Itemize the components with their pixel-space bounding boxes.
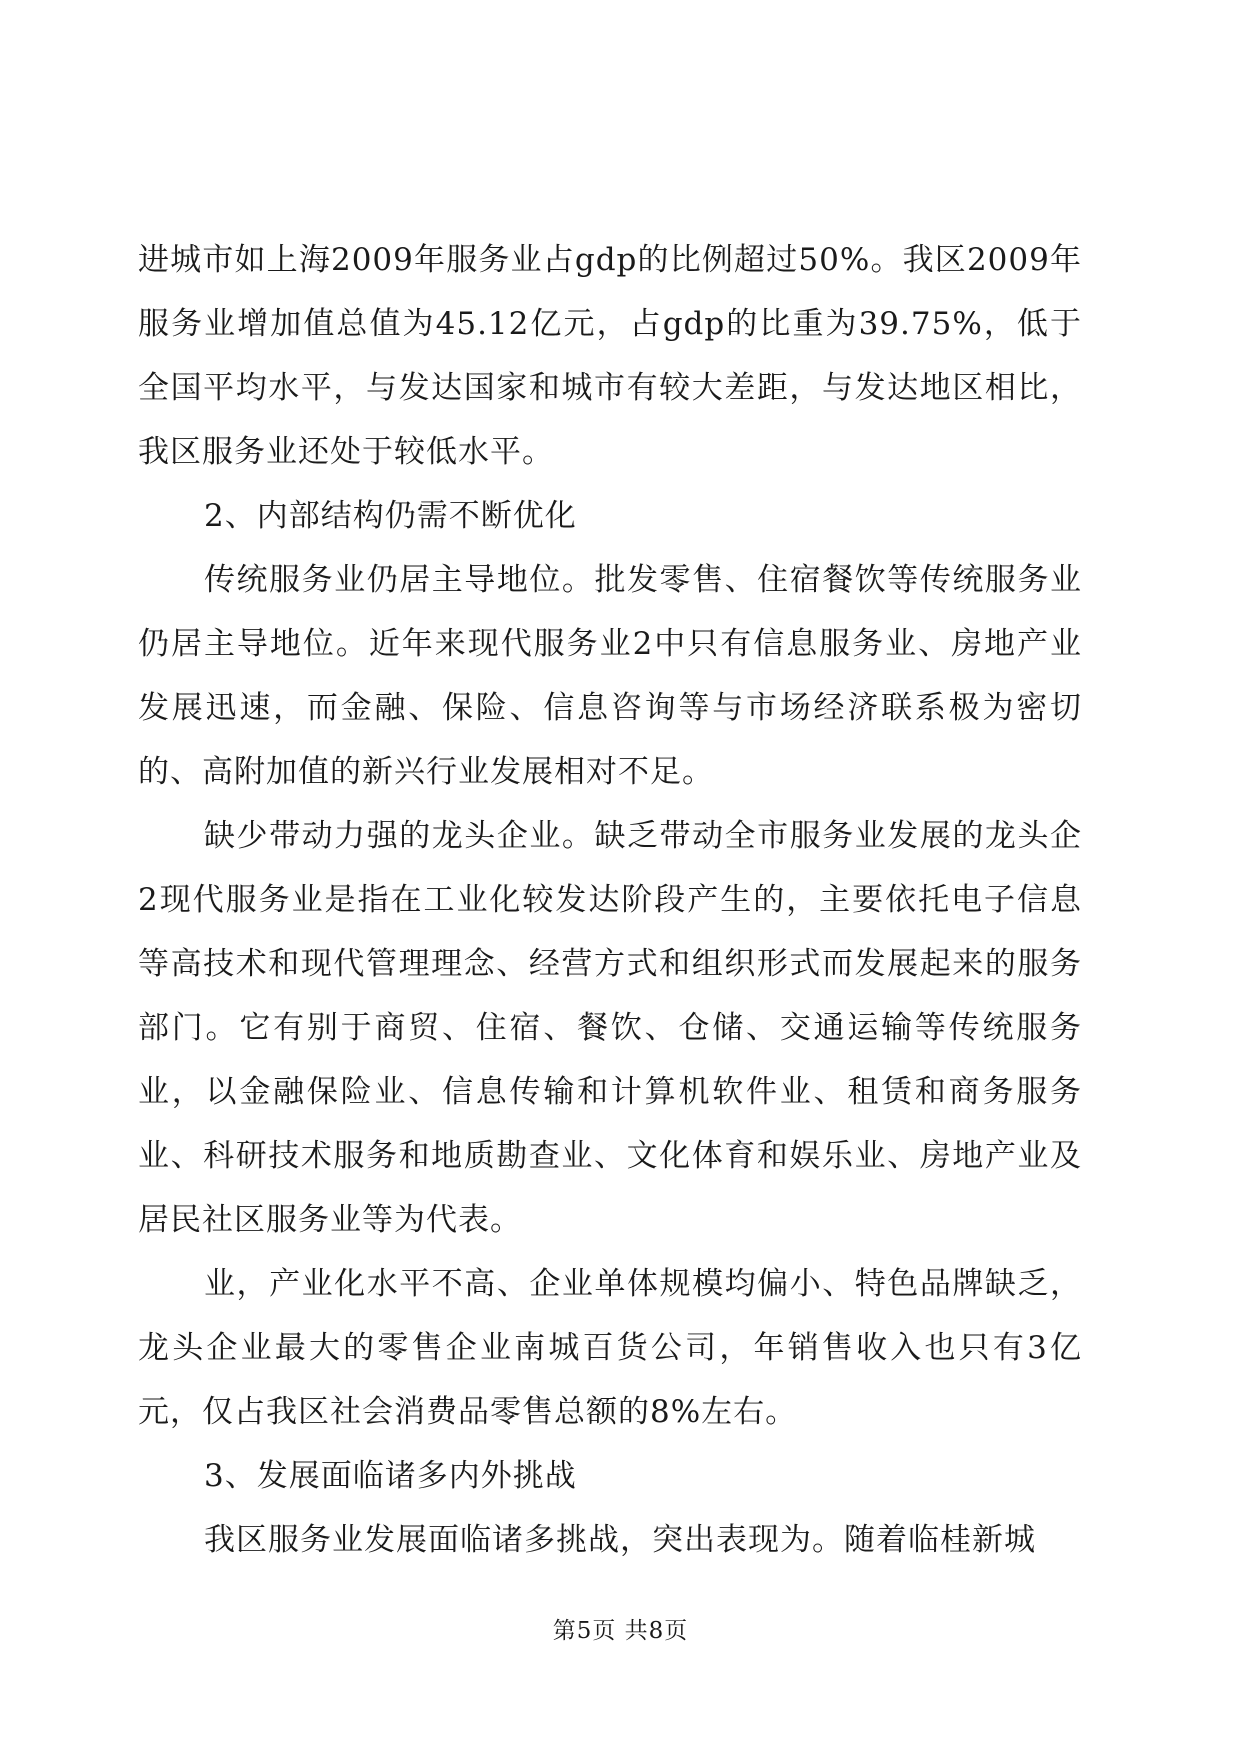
- paragraph-traditional-services: 传统服务业仍居主导地位。批发零售、住宿餐饮等传统服务业仍居主导地位。近年来现代服务业2中只有信息服务业、房地产业发展迅速，而金融、保险、信息咨询等与市场经济联系极为密切的、高附加值的新兴行业发展相对不足。: [138, 562, 1082, 790]
- document-body: [138, 228, 1082, 1572]
- paragraph-challenges: 我区服务业发展面临诸多挑战，突出表现为。随着临桂新城: [204, 1522, 1036, 1558]
- page-number-footer: 第5页 共8页: [552, 1618, 689, 1644]
- section-heading-2: 2、内部结构仍需不断优化: [204, 498, 577, 534]
- section-heading-3: 3、发展面临诸多内外挑战: [204, 1458, 577, 1494]
- paragraph-leading-enterprises: 缺少带动力强的龙头企业。缺乏带动全市服务业发展的龙头企2现代服务业是指在工业化较发达阶段产生的，主要依托电子信息等高技术和现代管理理念、经营方式和组织形式而发展起来的服务部门。它有别于商贸、住宿、餐饮、仓储、交通运输等传统服务业，以金融保险业、信息传输和计算机软件业、租赁和商务服务业、科研技术服务和地质勘查业、文化体育和娱乐业、房地产业及居民社区服务业等为代表。: [138, 818, 1082, 1238]
- paragraph-continued: 进城市如上海2009年服务业占gdp的比例超过50%。我区2009年服务业增加值总值为45.12亿元，占gdp的比重为39.75%，低于全国平均水平，与发达国家和城市有较大差距，与发达地区相比，我区服务业还处于较低水平。: [138, 242, 1082, 470]
- paragraph-industrialization: 业，产业化水平不高、企业单体规模均偏小、特色品牌缺乏，龙头企业最大的零售企业南城百货公司，年销售收入也只有3亿元，仅占我区社会消费品零售总额的8%左右。: [138, 1266, 1082, 1430]
